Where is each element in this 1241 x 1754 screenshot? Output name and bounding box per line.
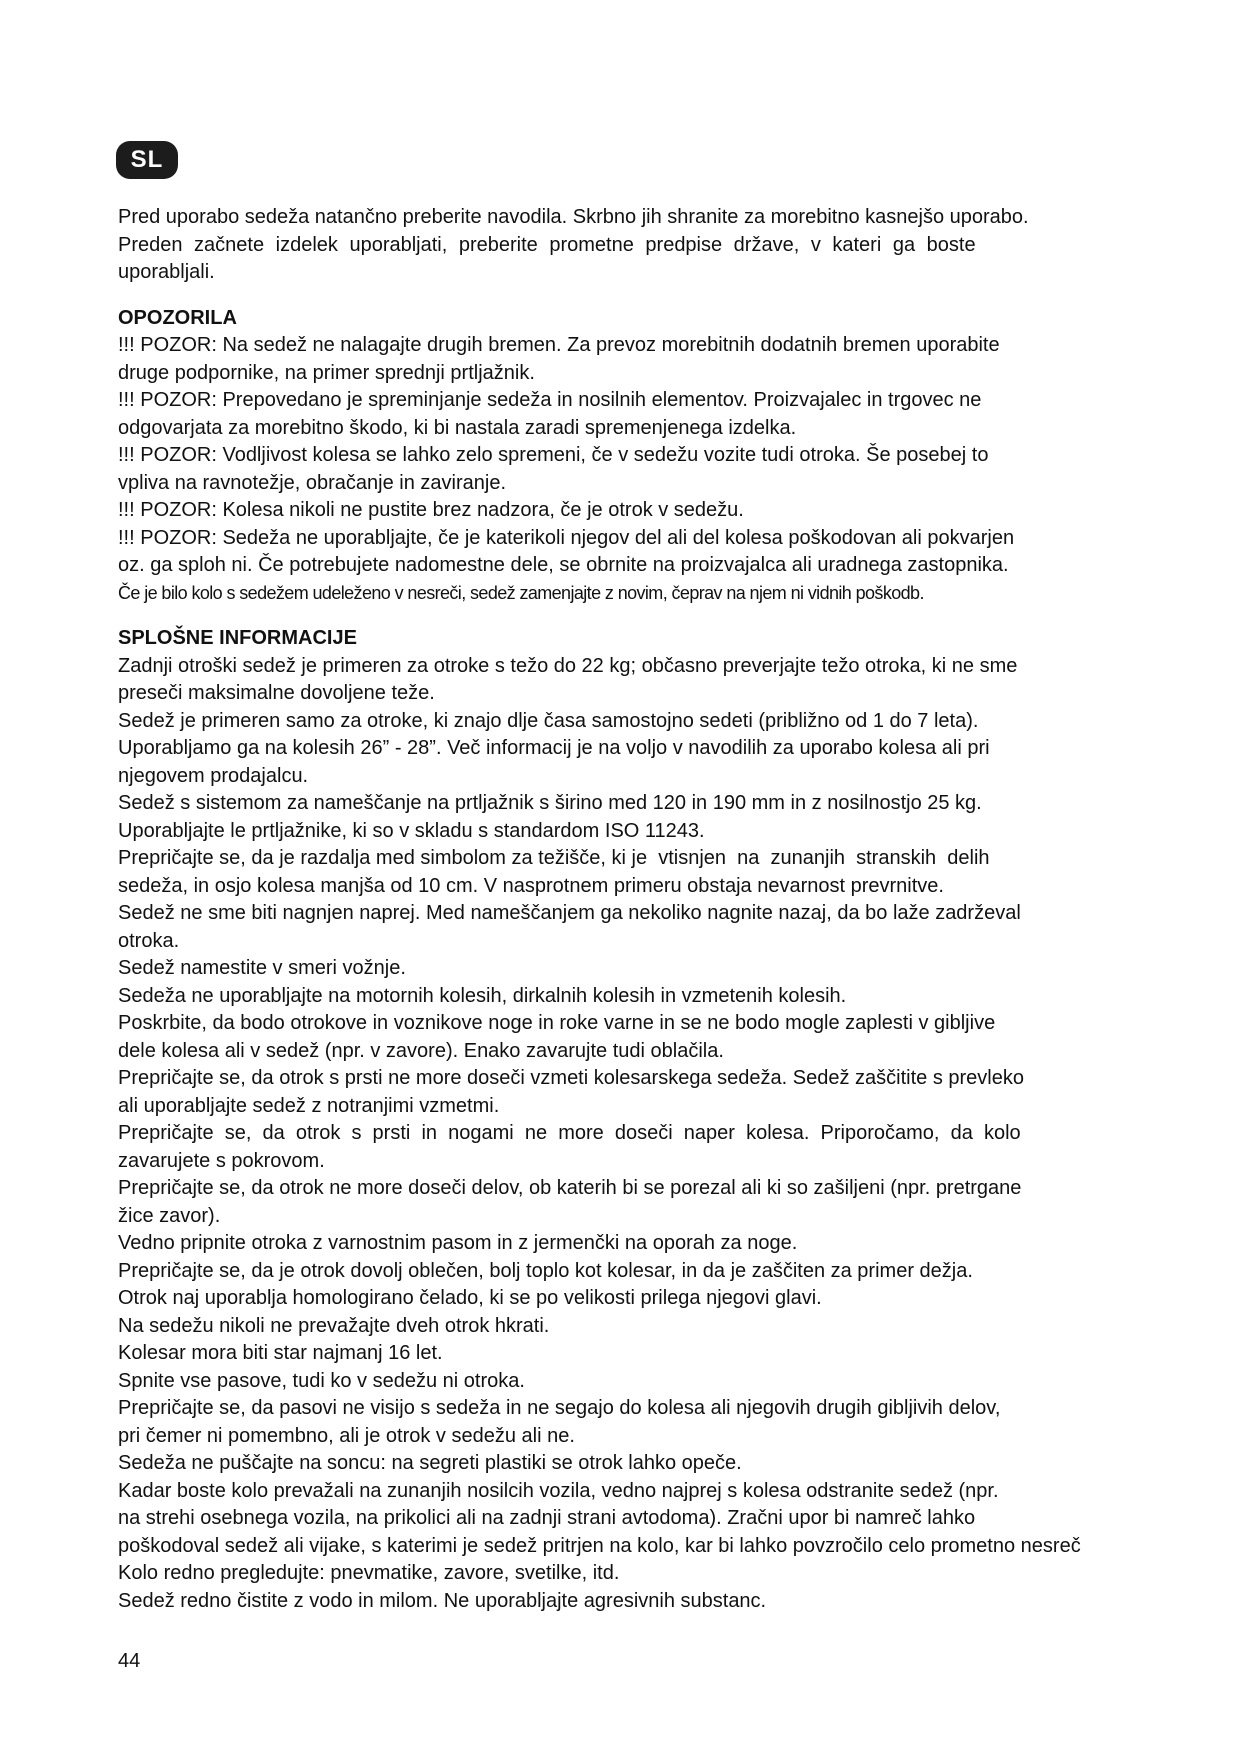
info-line: pri čemer ni pomembno, ali je otrok v sedežu ali ne. xyxy=(118,1424,575,1447)
info-line: Zadnji otroški sedež je primeren za otroke s težo do 22 kg; občasno preverjajte težo otroka, ki ne sme xyxy=(118,654,1018,677)
info-line: Otrok naj uporablja homologirano čelado, ki se po velikosti prilega njegovi glavi. xyxy=(118,1287,822,1309)
info-line: Sedež je primeren samo za otroke, ki znajo dlje časa samostojno sedeti (približno od 1 do 7 leta). xyxy=(118,709,979,732)
general-info-heading: SPLOŠNE INFORMACIJE xyxy=(118,627,357,649)
info-line: dele kolesa ali v sedež (npr. v zavore). Enako zavarujte tudi oblačila. xyxy=(118,1039,724,1062)
intro-line: Preden začnete izdelek uporabljati, preberite prometne predpise države, v kateri ga boste xyxy=(118,233,976,256)
info-line: Vedno pripnite otroka z varnostnim pasom in z jermenčki na oporah za noge. xyxy=(118,1232,798,1254)
info-line: Sedeža ne puščajte na soncu: na segreti plastiki se otrok lahko opeče. xyxy=(118,1452,742,1474)
info-line: poškodoval sedež ali vijake, s katerimi je sedež pritrjen na kolo, kar bi lahko povzročilo celo prometno nesreč xyxy=(118,1534,1081,1557)
info-line: otroka. xyxy=(118,929,180,952)
info-line: njegovem prodajalcu. xyxy=(118,764,309,787)
info-line: Sedež s sistemom za nameščanje na prtljažnik s širino med 120 in 190 mm in z nosilnostjo 25 kg. xyxy=(118,792,982,814)
info-line: Prepričajte se, da je otrok dovolj oblečen, bolj toplo kot kolesar, in da je zaščiten za primer dežja. xyxy=(118,1259,973,1282)
info-line: Na sedežu nikoli ne prevažajte dveh otrok hkrati. xyxy=(118,1314,550,1337)
warning-line: oz. ga sploh ni. Če potrebujete nadomestne dele, se obrnite na proizvajalca ali uradnega zastopnika. xyxy=(118,554,1009,576)
info-line: Prepričajte se, da otrok s prsti in nogami ne more doseči naper kolesa. Priporočamo, da kolo xyxy=(118,1122,1021,1144)
warning-line: !!! POZOR: Prepovedano je spreminjanje sedeža in nosilnih elementov. Proizvajalec in trgovec ne xyxy=(118,389,982,411)
warning-line: !!! POZOR: Na sedež ne nalagajte drugih bremen. Za prevoz morebitnih dodatnih bremen uporabite xyxy=(118,334,1000,356)
info-line: Sedeža ne uporabljajte na motornih kolesih, dirkalnih kolesih in vzmetenih kolesih. xyxy=(118,984,847,1007)
info-line: sedeža, in osjo kolesa manjša od 10 cm. V nasprotnem primeru obstaja nevarnost prevrnitve. xyxy=(118,874,944,897)
warning-line: Če je bilo kolo s sedežem udeleženo v nesreči, sedež zamenjajte z novim, čeprav na njem ni vidnih poškodb. xyxy=(118,582,924,603)
info-line: Kolesar mora biti star najmanj 16 let. xyxy=(118,1342,443,1364)
info-line: Kolo redno pregledujte: pnevmatike, zavore, svetilke, itd. xyxy=(118,1562,620,1584)
info-line: Prepričajte se, da otrok ne more doseči delov, ob katerih bi se porezal ali ki so zašiljeni (npr. pretrgane xyxy=(118,1177,1022,1199)
warning-line: vpliva na ravnotežje, obračanje in zaviranje. xyxy=(118,471,506,494)
info-line: Prepričajte se, da pasovi ne visijo s sedeža in ne segajo do kolesa ali njegovih drugih gibljivih delov, xyxy=(118,1397,1001,1419)
intro-line: Pred uporabo sedeža natančno preberite navodila. Skrbno jih shranite za morebitno kasnejšo uporabo. xyxy=(118,206,1029,228)
info-line: na strehi osebnega vozila, na prikolici ali na zadnji strani avtodoma). Zračni upor bi namreč lahko xyxy=(118,1507,976,1529)
info-line: Prepričajte se, da je razdalja med simbolom za težišče, ki je vtisnjen na zunanjih stranskih delih xyxy=(118,847,990,869)
warnings-heading: OPOZORILA xyxy=(118,306,237,329)
warning-line: !!! POZOR: Vodljivost kolesa se lahko zelo spremeni, če v sedežu vozite tudi otroka. Še posebej to xyxy=(118,444,989,466)
info-line: preseči maksimalne dovoljene teže. xyxy=(118,682,435,704)
warnings-section xyxy=(118,305,1241,608)
warning-line: !!! POZOR: Kolesa nikoli ne pustite brez nadzora, če je otrok v sedežu. xyxy=(118,499,744,521)
warning-line: !!! POZOR: Sedeža ne uporabljajte, če je katerikoli njegov del ali del kolesa poškodovan ali pokvarjen xyxy=(118,526,1015,549)
info-line: Sedež namestite v smeri vožnje. xyxy=(118,957,406,979)
page-content xyxy=(118,204,1241,1615)
intro-paragraph xyxy=(118,204,1241,287)
info-line: ali uporabljajte sedež z notranjimi vzmetmi. xyxy=(118,1094,500,1117)
info-line: Spnite vse pasove, tudi ko v sedežu ni otroka. xyxy=(118,1369,525,1392)
info-line: Kadar boste kolo prevažali na zunanjih nosilcih vozila, vedno najprej s kolesa odstranite sedež (npr. xyxy=(118,1479,999,1502)
info-line: žice zavor). xyxy=(118,1204,221,1227)
info-line: Uporabljajte le prtljažnike, ki so v skladu s standardom ISO 11243. xyxy=(118,819,705,842)
general-info-section xyxy=(118,625,1241,1615)
language-badge: SL xyxy=(116,141,178,179)
page-number: 44 xyxy=(118,1650,141,1672)
info-line: Sedež ne sme biti nagnjen naprej. Med nameščanjem ga nekoliko nagnite nazaj, da bo laže zadrževal xyxy=(118,902,1021,924)
intro-line: uporabljali. xyxy=(118,261,215,283)
info-line: Sedež redno čistite z vodo in milom. Ne uporabljajte agresivnih substanc. xyxy=(118,1589,767,1612)
info-line: Prepričajte se, da otrok s prsti ne more doseči vzmeti kolesarskega sedeža. Sedež zaščitite s prevleko xyxy=(118,1067,1024,1089)
info-line: zavarujete s pokrovom. xyxy=(118,1149,325,1172)
warning-line: odgovarjata za morebitno škodo, ki bi nastala zaradi spremenjenega izdelka. xyxy=(118,416,797,439)
info-line: Uporabljamo ga na kolesih 26” - 28”. Več informacij je na voljo v navodilih za uporabo kolesa ali pri xyxy=(118,737,990,759)
warning-line: druge podpornike, na primer sprednji prtljažnik. xyxy=(118,361,535,384)
info-line: Poskrbite, da bodo otrokove in voznikove noge in roke varne in se ne bodo mogle zaplesti v gibljive xyxy=(118,1012,996,1034)
